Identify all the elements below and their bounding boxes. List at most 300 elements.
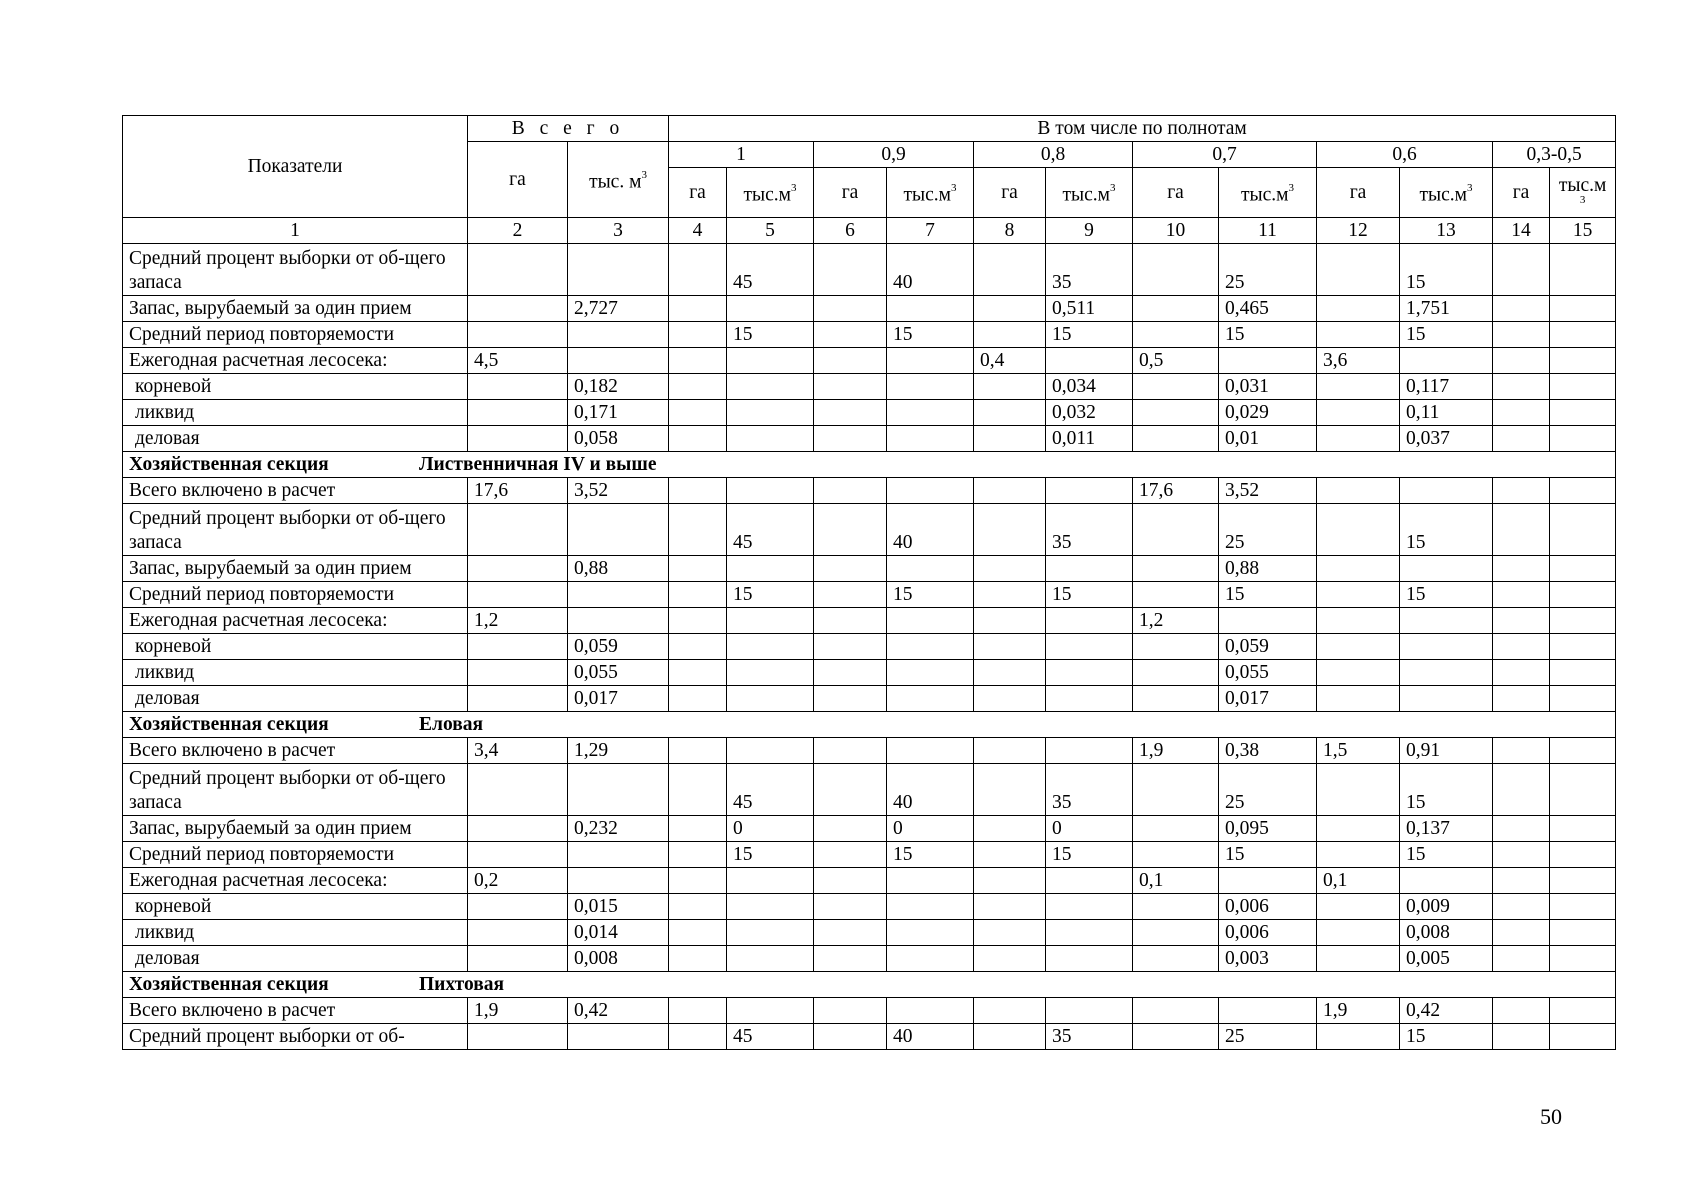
table-cell <box>568 608 669 634</box>
row-label: Средний период повторяемости <box>123 582 468 608</box>
table-cell: 3,52 <box>1219 478 1317 504</box>
table-cell <box>568 764 669 816</box>
table-cell <box>727 920 814 946</box>
table-cell: 0,055 <box>568 660 669 686</box>
table-cell: 0,42 <box>568 998 669 1024</box>
table-cell <box>727 400 814 426</box>
header-unit-ha: га <box>669 168 727 218</box>
table-cell: 0,008 <box>568 946 669 972</box>
table-cell: 0,015 <box>568 894 669 920</box>
table-cell: 0,037 <box>1400 426 1493 452</box>
table-cell <box>974 504 1046 556</box>
table-cell: 3,4 <box>468 738 568 764</box>
table-cell <box>814 816 887 842</box>
table-cell <box>669 842 727 868</box>
table-cell <box>1493 686 1550 712</box>
table-cell <box>1046 478 1133 504</box>
table-cell <box>1133 322 1219 348</box>
table-cell <box>887 946 974 972</box>
table-cell: 45 <box>727 764 814 816</box>
table-cell <box>468 374 568 400</box>
row-label: Запас, вырубаемый за один прием <box>123 556 468 582</box>
table-cell <box>1493 998 1550 1024</box>
header-unit-ha: га <box>1317 168 1400 218</box>
table-cell: 0,11 <box>1400 400 1493 426</box>
table-cell <box>568 322 669 348</box>
table-cell <box>468 322 568 348</box>
column-number: 9 <box>1046 218 1133 244</box>
table-cell: 0,029 <box>1219 400 1317 426</box>
table-cell <box>468 296 568 322</box>
table-cell <box>1133 634 1219 660</box>
table-row <box>123 556 1616 582</box>
table-row <box>123 608 1616 634</box>
table-cell: 0 <box>727 816 814 842</box>
table-cell: 1,2 <box>1133 608 1219 634</box>
table-cell <box>974 1024 1046 1050</box>
table-cell <box>1493 504 1550 556</box>
table-cell <box>1133 686 1219 712</box>
table-cell: 0,91 <box>1400 738 1493 764</box>
table-cell <box>727 946 814 972</box>
table-cell <box>1493 244 1550 296</box>
table-cell <box>669 1024 727 1050</box>
table-cell <box>1046 868 1133 894</box>
header-density-0-7: 0,7 <box>1133 142 1317 168</box>
header-unit-ha: га <box>814 168 887 218</box>
table-cell <box>468 920 568 946</box>
header-total-ha: га <box>468 142 568 218</box>
table-cell <box>727 998 814 1024</box>
header-total-volume: тыс. $м^3$ <box>568 142 669 218</box>
table-cell <box>974 764 1046 816</box>
table-cell <box>669 322 727 348</box>
table-cell <box>974 478 1046 504</box>
table-cell <box>1550 634 1616 660</box>
table-cell: 17,6 <box>1133 478 1219 504</box>
table-cell <box>814 244 887 296</box>
table-cell <box>1317 686 1400 712</box>
table-cell <box>1317 296 1400 322</box>
table-cell <box>1550 868 1616 894</box>
table-cell: 25 <box>1219 504 1317 556</box>
table-cell: 0,465 <box>1219 296 1317 322</box>
table-cell <box>1133 816 1219 842</box>
table-cell <box>814 920 887 946</box>
column-number: 10 <box>1133 218 1219 244</box>
header-density-0-3-0-5: 0,3-0,5 <box>1493 142 1616 168</box>
table-row <box>123 244 1616 296</box>
table-cell: 45 <box>727 244 814 296</box>
table-cell <box>468 582 568 608</box>
table-cell <box>974 608 1046 634</box>
table-cell <box>1493 374 1550 400</box>
table-row <box>123 764 1616 816</box>
table-cell <box>1317 816 1400 842</box>
table-cell <box>568 582 669 608</box>
table-cell <box>887 920 974 946</box>
column-number: 15 <box>1550 218 1616 244</box>
table-cell <box>1493 348 1550 374</box>
table-cell <box>974 400 1046 426</box>
table-cell: 0,059 <box>1219 634 1317 660</box>
table-cell <box>468 504 568 556</box>
table-cell: 0,88 <box>568 556 669 582</box>
table-cell <box>727 608 814 634</box>
table-cell <box>727 296 814 322</box>
table-cell <box>814 946 887 972</box>
table-cell <box>1550 478 1616 504</box>
table-cell <box>974 660 1046 686</box>
table-cell <box>468 244 568 296</box>
table-cell: 0,017 <box>568 686 669 712</box>
table-cell <box>814 504 887 556</box>
table-cell <box>669 426 727 452</box>
table-cell: 15 <box>1400 1024 1493 1050</box>
table-cell <box>887 868 974 894</box>
table-row <box>123 816 1616 842</box>
table-cell <box>887 400 974 426</box>
table-cell <box>1219 608 1317 634</box>
column-number: 4 <box>669 218 727 244</box>
table-cell: 15 <box>887 842 974 868</box>
header-unit-volume: тыс.м 3 <box>1550 168 1616 218</box>
section-species: Пихтовая <box>419 974 505 995</box>
table-cell <box>814 608 887 634</box>
section-title <box>123 712 1616 738</box>
table-cell <box>468 894 568 920</box>
table-cell <box>814 660 887 686</box>
table-cell <box>814 738 887 764</box>
table-cell <box>669 686 727 712</box>
table-cell <box>669 660 727 686</box>
table-cell <box>727 868 814 894</box>
table-cell <box>1133 998 1219 1024</box>
table-cell: 0,031 <box>1219 374 1317 400</box>
table-cell: 15 <box>1400 244 1493 296</box>
row-label: Средний процент выборки от об- <box>123 1024 468 1050</box>
table-cell: 15 <box>727 582 814 608</box>
table-cell: 0,009 <box>1400 894 1493 920</box>
section-row <box>123 972 1616 998</box>
table-cell: 0,2 <box>468 868 568 894</box>
table-row <box>123 504 1616 556</box>
table-cell: 2,727 <box>568 296 669 322</box>
table-cell <box>1133 946 1219 972</box>
table-cell <box>1400 686 1493 712</box>
row-label: Средний процент выборки от об-щего запаса <box>123 244 468 296</box>
table-cell: 0,059 <box>568 634 669 660</box>
table-cell <box>1550 504 1616 556</box>
table-row <box>123 322 1616 348</box>
table-cell <box>1493 738 1550 764</box>
table-cell: 45 <box>727 1024 814 1050</box>
row-label: Средний период повторяемости <box>123 322 468 348</box>
table-cell <box>1133 660 1219 686</box>
table-cell: 35 <box>1046 764 1133 816</box>
table-cell <box>814 582 887 608</box>
table-cell <box>1317 842 1400 868</box>
table-cell <box>887 556 974 582</box>
table-cell <box>1493 556 1550 582</box>
table-cell: 0,42 <box>1400 998 1493 1024</box>
table-cell: 0,182 <box>568 374 669 400</box>
table-cell: 15 <box>1400 842 1493 868</box>
table-cell <box>1046 634 1133 660</box>
table-cell <box>887 608 974 634</box>
table-cell <box>1493 634 1550 660</box>
table-cell <box>669 244 727 296</box>
table-cell: 17,6 <box>468 478 568 504</box>
table-cell: 0,003 <box>1219 946 1317 972</box>
table-cell <box>1493 582 1550 608</box>
header-density-1: 1 <box>669 142 814 168</box>
table-cell <box>468 816 568 842</box>
table-cell: 40 <box>887 244 974 296</box>
table-cell: 0,511 <box>1046 296 1133 322</box>
table-cell <box>814 634 887 660</box>
table-cell <box>669 738 727 764</box>
table-cell <box>1550 686 1616 712</box>
table-cell: 3,52 <box>568 478 669 504</box>
header-unit-volume: $тыс.м^3$ <box>1046 168 1133 218</box>
table-cell <box>1133 764 1219 816</box>
table-cell: 15 <box>1046 322 1133 348</box>
table-cell: 1,751 <box>1400 296 1493 322</box>
column-number: 12 <box>1317 218 1400 244</box>
table-cell <box>1317 1024 1400 1050</box>
table-cell <box>1133 374 1219 400</box>
table-cell <box>1550 946 1616 972</box>
table-cell: 0,006 <box>1219 894 1317 920</box>
table-cell: 0,017 <box>1219 686 1317 712</box>
table-cell: 0,38 <box>1219 738 1317 764</box>
table-cell: 0 <box>887 816 974 842</box>
table-cell <box>974 998 1046 1024</box>
table-cell <box>1493 296 1550 322</box>
table-cell: 0,032 <box>1046 400 1133 426</box>
table-cell <box>1550 842 1616 868</box>
table-cell <box>1046 608 1133 634</box>
table-cell <box>1550 998 1616 1024</box>
table-cell: 25 <box>1219 764 1317 816</box>
table-cell <box>669 868 727 894</box>
table-cell <box>669 998 727 1024</box>
table-cell <box>1493 868 1550 894</box>
section-species: Еловая <box>419 714 484 735</box>
table-cell <box>1493 946 1550 972</box>
table-cell <box>974 374 1046 400</box>
table-cell: 0,117 <box>1400 374 1493 400</box>
table-cell <box>887 348 974 374</box>
table-cell: 0,058 <box>568 426 669 452</box>
row-label: ликвид <box>123 920 468 946</box>
table-cell <box>814 764 887 816</box>
table-cell <box>669 582 727 608</box>
table-cell: 0,88 <box>1219 556 1317 582</box>
header-by-density: В том числе по полнотам <box>669 116 1616 142</box>
table-cell <box>1317 400 1400 426</box>
table-cell: 15 <box>1400 504 1493 556</box>
table-cell <box>468 556 568 582</box>
section-row <box>123 712 1616 738</box>
table-cell: 15 <box>1046 842 1133 868</box>
table-cell <box>1550 556 1616 582</box>
table-row <box>123 426 1616 452</box>
table-cell: 25 <box>1219 1024 1317 1050</box>
forest-cutting-table <box>122 115 1616 1050</box>
table-cell <box>974 816 1046 842</box>
table-cell <box>974 582 1046 608</box>
table-cell <box>1550 374 1616 400</box>
table-row <box>123 400 1616 426</box>
table-cell <box>1400 634 1493 660</box>
table-cell: 15 <box>1400 582 1493 608</box>
section-species: Лиственничная IV и выше <box>419 454 657 475</box>
table-cell <box>1550 348 1616 374</box>
table-cell <box>1550 816 1616 842</box>
table-cell <box>1493 426 1550 452</box>
table-cell <box>1219 998 1317 1024</box>
table-cell <box>887 374 974 400</box>
row-label: Запас, вырубаемый за один прием <box>123 296 468 322</box>
row-label: Ежегодная расчетная лесосека: <box>123 608 468 634</box>
table-cell <box>887 478 974 504</box>
column-number: 14 <box>1493 218 1550 244</box>
table-cell <box>727 660 814 686</box>
row-label: Всего включено в расчет <box>123 478 468 504</box>
table-cell <box>468 426 568 452</box>
table-cell <box>887 686 974 712</box>
table-cell <box>814 686 887 712</box>
table-cell <box>974 686 1046 712</box>
table-cell <box>1493 1024 1550 1050</box>
table-cell <box>1133 244 1219 296</box>
table-cell: 45 <box>727 504 814 556</box>
table-cell <box>974 634 1046 660</box>
table-cell <box>887 296 974 322</box>
table-cell: 0,055 <box>1219 660 1317 686</box>
header-density-0-8: 0,8 <box>974 142 1133 168</box>
table-cell: 1,29 <box>568 738 669 764</box>
table-cell <box>1493 764 1550 816</box>
row-label: Всего включено в расчет <box>123 998 468 1024</box>
section-label: Хозяйственная секция <box>129 454 329 475</box>
table-cell <box>974 842 1046 868</box>
table-row <box>123 374 1616 400</box>
header-density-0-9: 0,9 <box>814 142 974 168</box>
table-cell: 1,9 <box>468 998 568 1024</box>
table-cell <box>814 1024 887 1050</box>
table-cell <box>1550 660 1616 686</box>
table-cell <box>727 426 814 452</box>
table-cell <box>669 400 727 426</box>
section-label: Хозяйственная секция <box>129 714 329 735</box>
table-row <box>123 660 1616 686</box>
table-cell <box>468 842 568 868</box>
table-cell <box>1400 868 1493 894</box>
table-cell: 0,1 <box>1317 868 1400 894</box>
table-cell <box>974 738 1046 764</box>
table-cell <box>1493 842 1550 868</box>
table-cell <box>1046 556 1133 582</box>
table-cell <box>669 296 727 322</box>
table-row <box>123 296 1616 322</box>
table-cell <box>468 946 568 972</box>
table-cell <box>669 608 727 634</box>
table-cell <box>1219 348 1317 374</box>
row-label: ликвид <box>123 660 468 686</box>
table-cell: 3,6 <box>1317 348 1400 374</box>
table-cell <box>669 478 727 504</box>
table-cell: 40 <box>887 1024 974 1050</box>
table-cell <box>468 764 568 816</box>
table-cell <box>1550 920 1616 946</box>
table-cell <box>1493 894 1550 920</box>
table-row <box>123 842 1616 868</box>
column-number: 6 <box>814 218 887 244</box>
table-cell <box>1046 894 1133 920</box>
table-cell <box>814 478 887 504</box>
table-cell <box>1400 660 1493 686</box>
table-cell: 15 <box>1400 322 1493 348</box>
table-cell: 15 <box>727 842 814 868</box>
table-cell: 4,5 <box>468 348 568 374</box>
table-cell <box>1493 400 1550 426</box>
table-cell <box>814 296 887 322</box>
table-cell <box>568 1024 669 1050</box>
table-row <box>123 478 1616 504</box>
table-cell <box>468 634 568 660</box>
table-cell <box>1046 686 1133 712</box>
table-cell: 15 <box>1219 322 1317 348</box>
table-cell <box>974 296 1046 322</box>
table-cell <box>1550 296 1616 322</box>
table-cell: 15 <box>1219 842 1317 868</box>
row-label: деловая <box>123 946 468 972</box>
table-body <box>123 218 1616 1050</box>
table-cell <box>974 322 1046 348</box>
table-cell <box>1317 920 1400 946</box>
table-cell <box>727 556 814 582</box>
row-label: Средний период повторяемости <box>123 842 468 868</box>
row-label: корневой <box>123 894 468 920</box>
table-cell: 0 <box>1046 816 1133 842</box>
section-title <box>123 452 1616 478</box>
table-cell <box>727 894 814 920</box>
table-cell <box>814 842 887 868</box>
table-cell <box>1133 920 1219 946</box>
table-cell <box>887 426 974 452</box>
table-cell <box>468 400 568 426</box>
column-number: 2 <box>468 218 568 244</box>
table-cell: 15 <box>727 322 814 348</box>
table-cell <box>727 686 814 712</box>
table-cell <box>814 426 887 452</box>
table-cell <box>814 998 887 1024</box>
table-cell <box>1550 322 1616 348</box>
header-total: В с е г о <box>468 116 669 142</box>
column-number: 11 <box>1219 218 1317 244</box>
table-cell <box>1493 920 1550 946</box>
table-row <box>123 634 1616 660</box>
table-row <box>123 738 1616 764</box>
table-row <box>123 582 1616 608</box>
table-cell: 0,01 <box>1219 426 1317 452</box>
table-cell <box>1317 504 1400 556</box>
table-cell: 0,232 <box>568 816 669 842</box>
table-cell: 1,9 <box>1317 998 1400 1024</box>
